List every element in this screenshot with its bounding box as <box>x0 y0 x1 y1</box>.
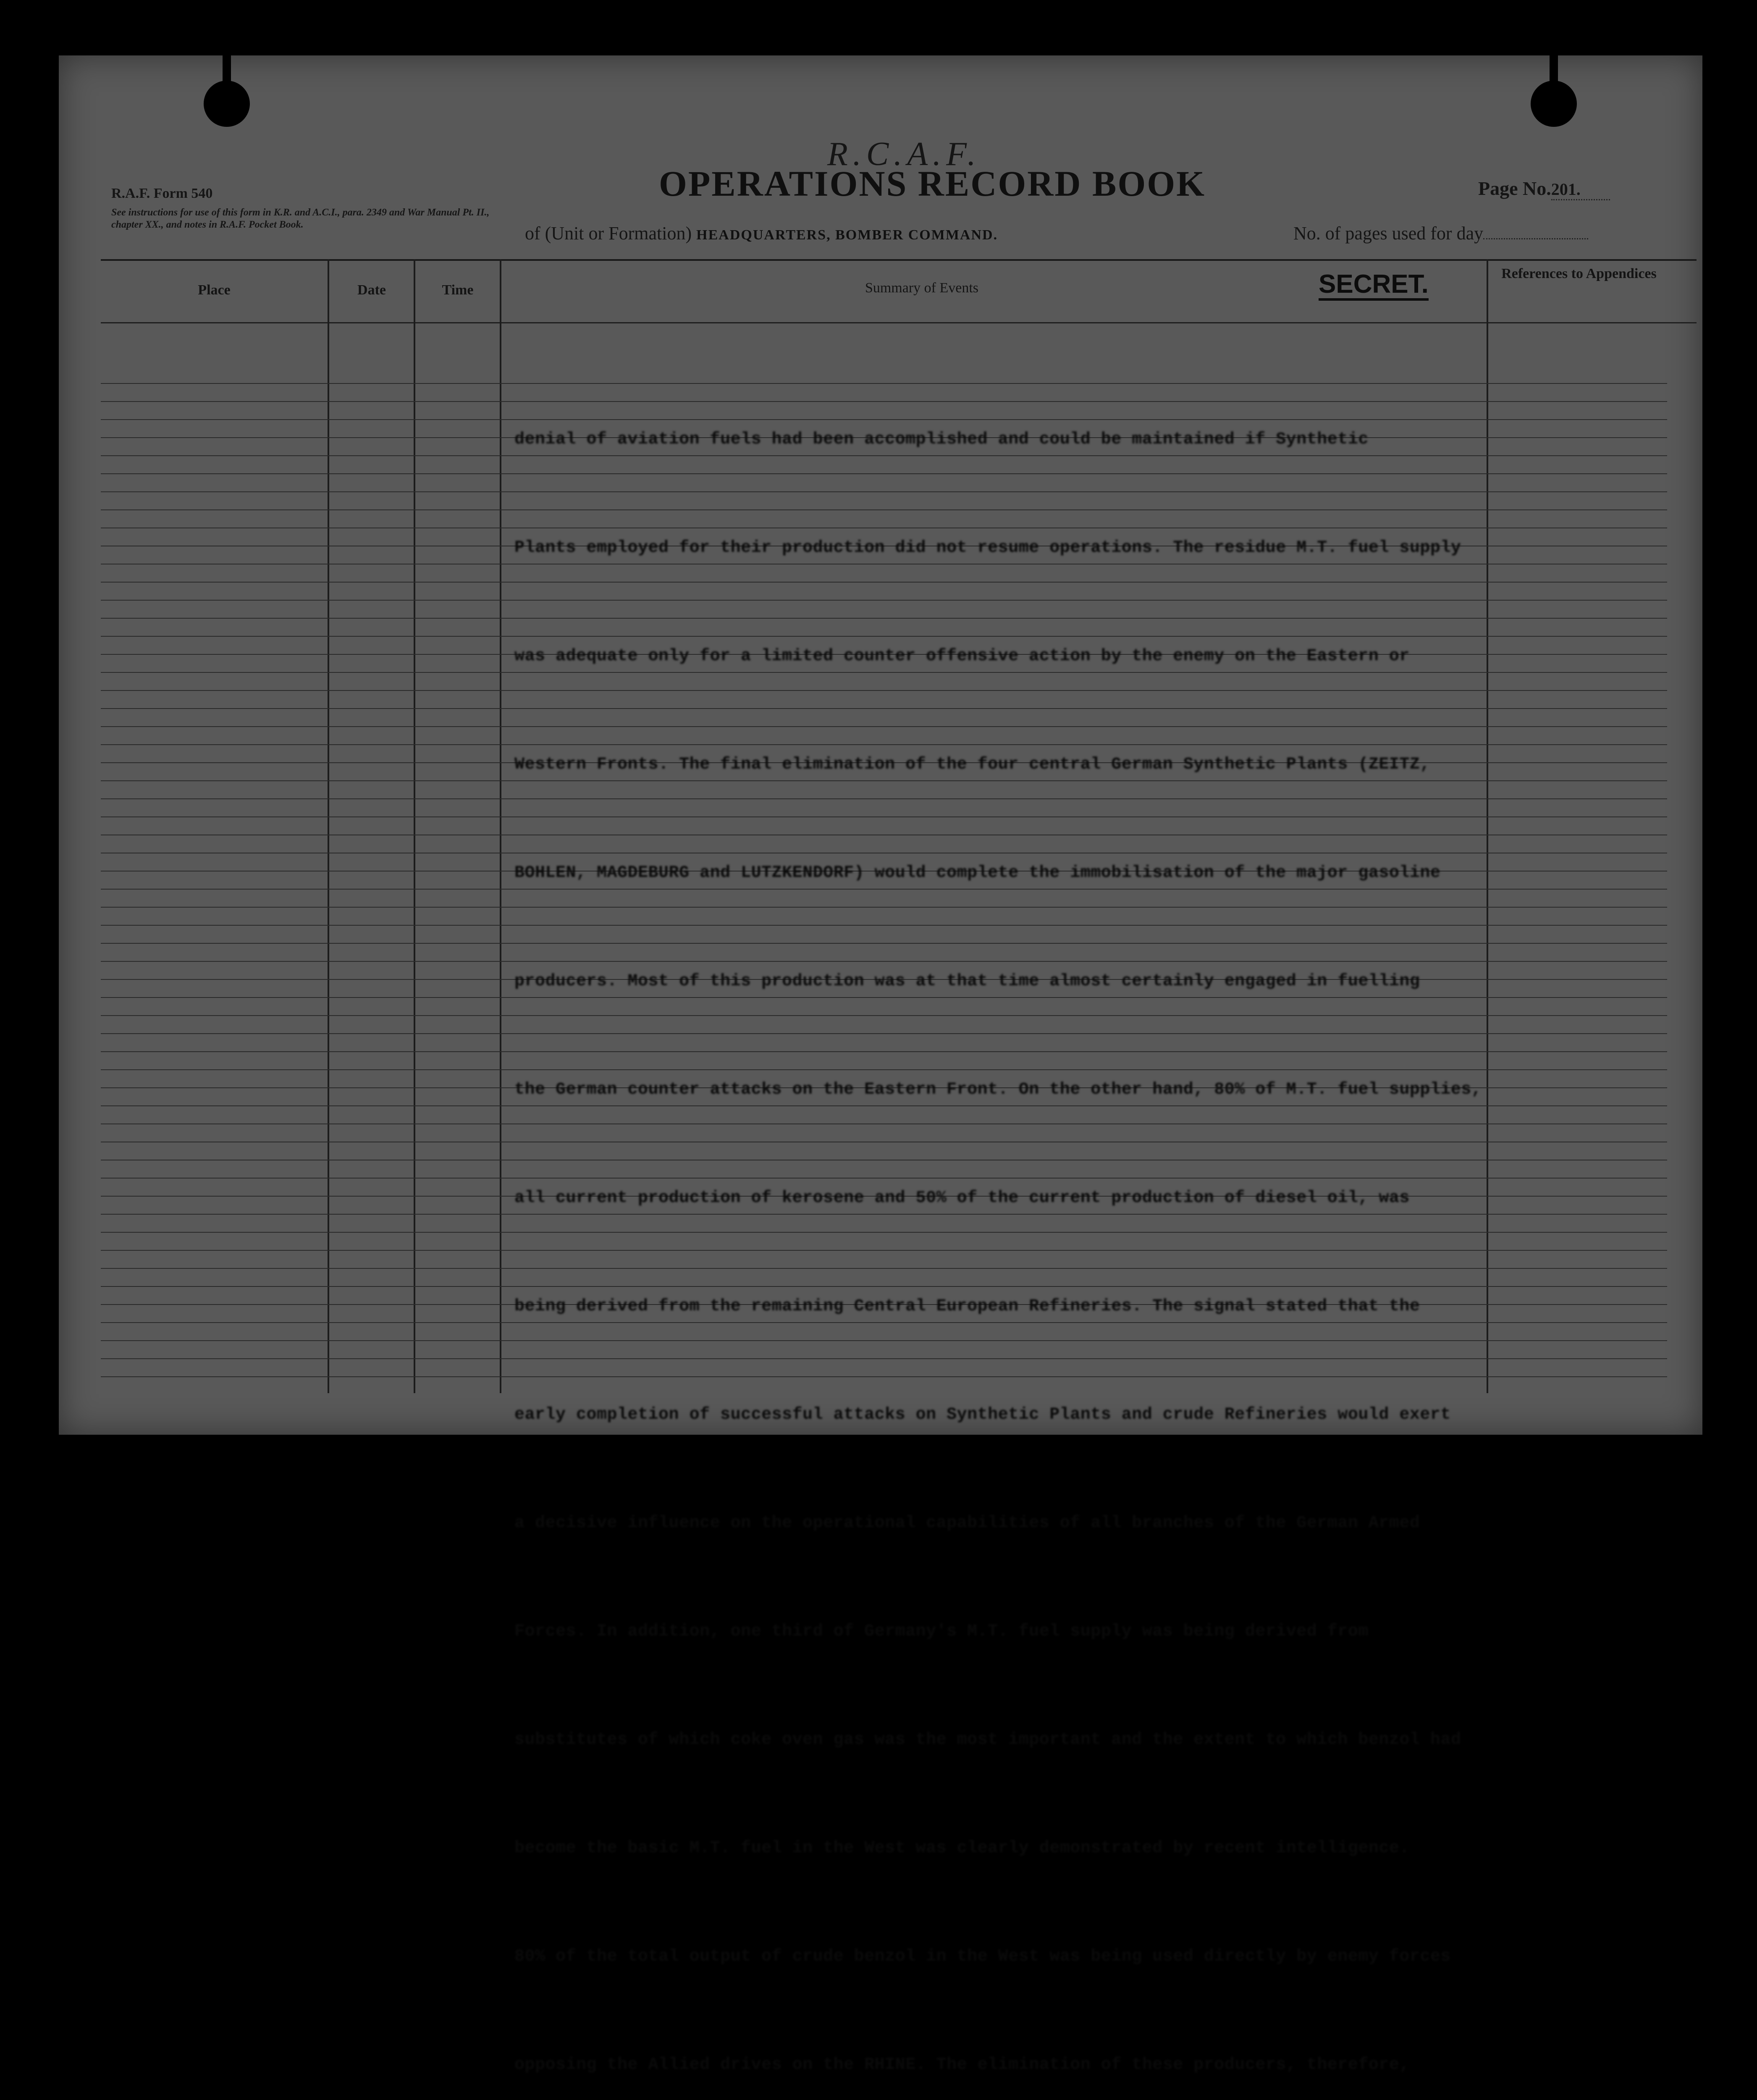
summary-line: early completion of successful attacks on Synthetic Plants and crude Refineries would exert <box>514 1405 1451 1424</box>
table-header-rule <box>101 322 1697 323</box>
page-number <box>1478 177 1610 200</box>
summary-line: opposing the Allied drives on the RHINE. The elimination of these producers, therefore, <box>514 2055 1410 2074</box>
column-header-date: Date <box>357 282 386 298</box>
summary-of-events <box>514 349 1531 2100</box>
pages-used-field <box>1293 223 1588 244</box>
punch-hole-left <box>204 81 250 127</box>
column-header-references: References to Appendices <box>1501 266 1657 281</box>
summary-line: substitutes of which coke oven gas was the most important and the extent to which benzol had <box>514 1730 1461 1749</box>
summary-line: Forces. In addition, one third of Germany's M.T. fuel supply was being derived from <box>514 1622 1369 1641</box>
record-sheet <box>59 55 1702 2074</box>
page-title: OPERATIONS RECORD BOOK <box>659 163 1206 204</box>
summary-line: Western Fronts. The final elimination of the four central German Synthetic Plants (ZEITZ, <box>514 755 1430 774</box>
column-header-summary: Summary of Events <box>865 280 979 296</box>
punch-hole-right <box>1531 81 1577 127</box>
summary-line: denial of aviation fuels had been accomplished and could be maintained if Synthetic <box>514 430 1369 449</box>
pages-used-label: No. of pages used for day <box>1293 223 1484 244</box>
column-divider <box>328 259 329 1393</box>
summary-line: become the basic M.T. fuel in the West was clearly demonstrated by recent intelligence. <box>514 1839 1410 1858</box>
unit-field <box>525 223 998 244</box>
summary-line: all current production of kerosene and 50% of the current production of diesel oil, was <box>514 1189 1410 1208</box>
column-header-time: Time <box>442 282 474 298</box>
unit-label: of (Unit or Formation) <box>525 223 692 244</box>
column-divider <box>414 259 415 1393</box>
summary-line: producers. Most of this production was at that time almost certainly engaged in fuelling <box>514 972 1420 991</box>
unit-value: HEADQUARTERS, BOMBER COMMAND. <box>696 227 998 243</box>
form-number: R.A.F. Form 540 <box>111 186 213 201</box>
summary-line: 80% of the total output of crude benzol in the West was being used directly by enemy forces <box>514 1947 1451 1966</box>
summary-line: a decisive influence on the operational capabilities of all branches of the German Armed <box>514 1514 1420 1533</box>
summary-line: the German counter attacks on the Eastern Front. On the other hand, 80% of M.T. fuel supplies, <box>514 1080 1482 1099</box>
summary-line: was adequate only for a limited counter offensive action by the enemy on the Eastern or <box>514 647 1410 666</box>
summary-line: being derived from the remaining Central European Refineries. The signal stated that the <box>514 1297 1420 1316</box>
page-number-label: Page No. <box>1478 178 1551 199</box>
column-divider <box>500 259 501 1393</box>
column-header-place: Place <box>198 282 231 298</box>
table-top-rule <box>101 259 1697 261</box>
page-number-value: 201. <box>1551 179 1610 200</box>
handwritten-annotation: R.C.A.F. <box>827 136 981 173</box>
summary-line: Plants employed for their production did not resume operations. The residue M.T. fuel supply <box>514 538 1461 557</box>
classification-stamp: SECRET. <box>1319 270 1429 301</box>
pages-used-blank <box>1483 238 1588 239</box>
summary-line: BOHLEN, MAGDEBURG and LUTZKENDORF) would complete the immobilisation of the major gasoline <box>514 864 1441 882</box>
form-instructions: See instructions for use of this form in K.R. and A.C.I., para. 2349 and War Manual Pt. II., chapter XX., and notes in R.A.F. Pocket Book. <box>111 207 490 230</box>
